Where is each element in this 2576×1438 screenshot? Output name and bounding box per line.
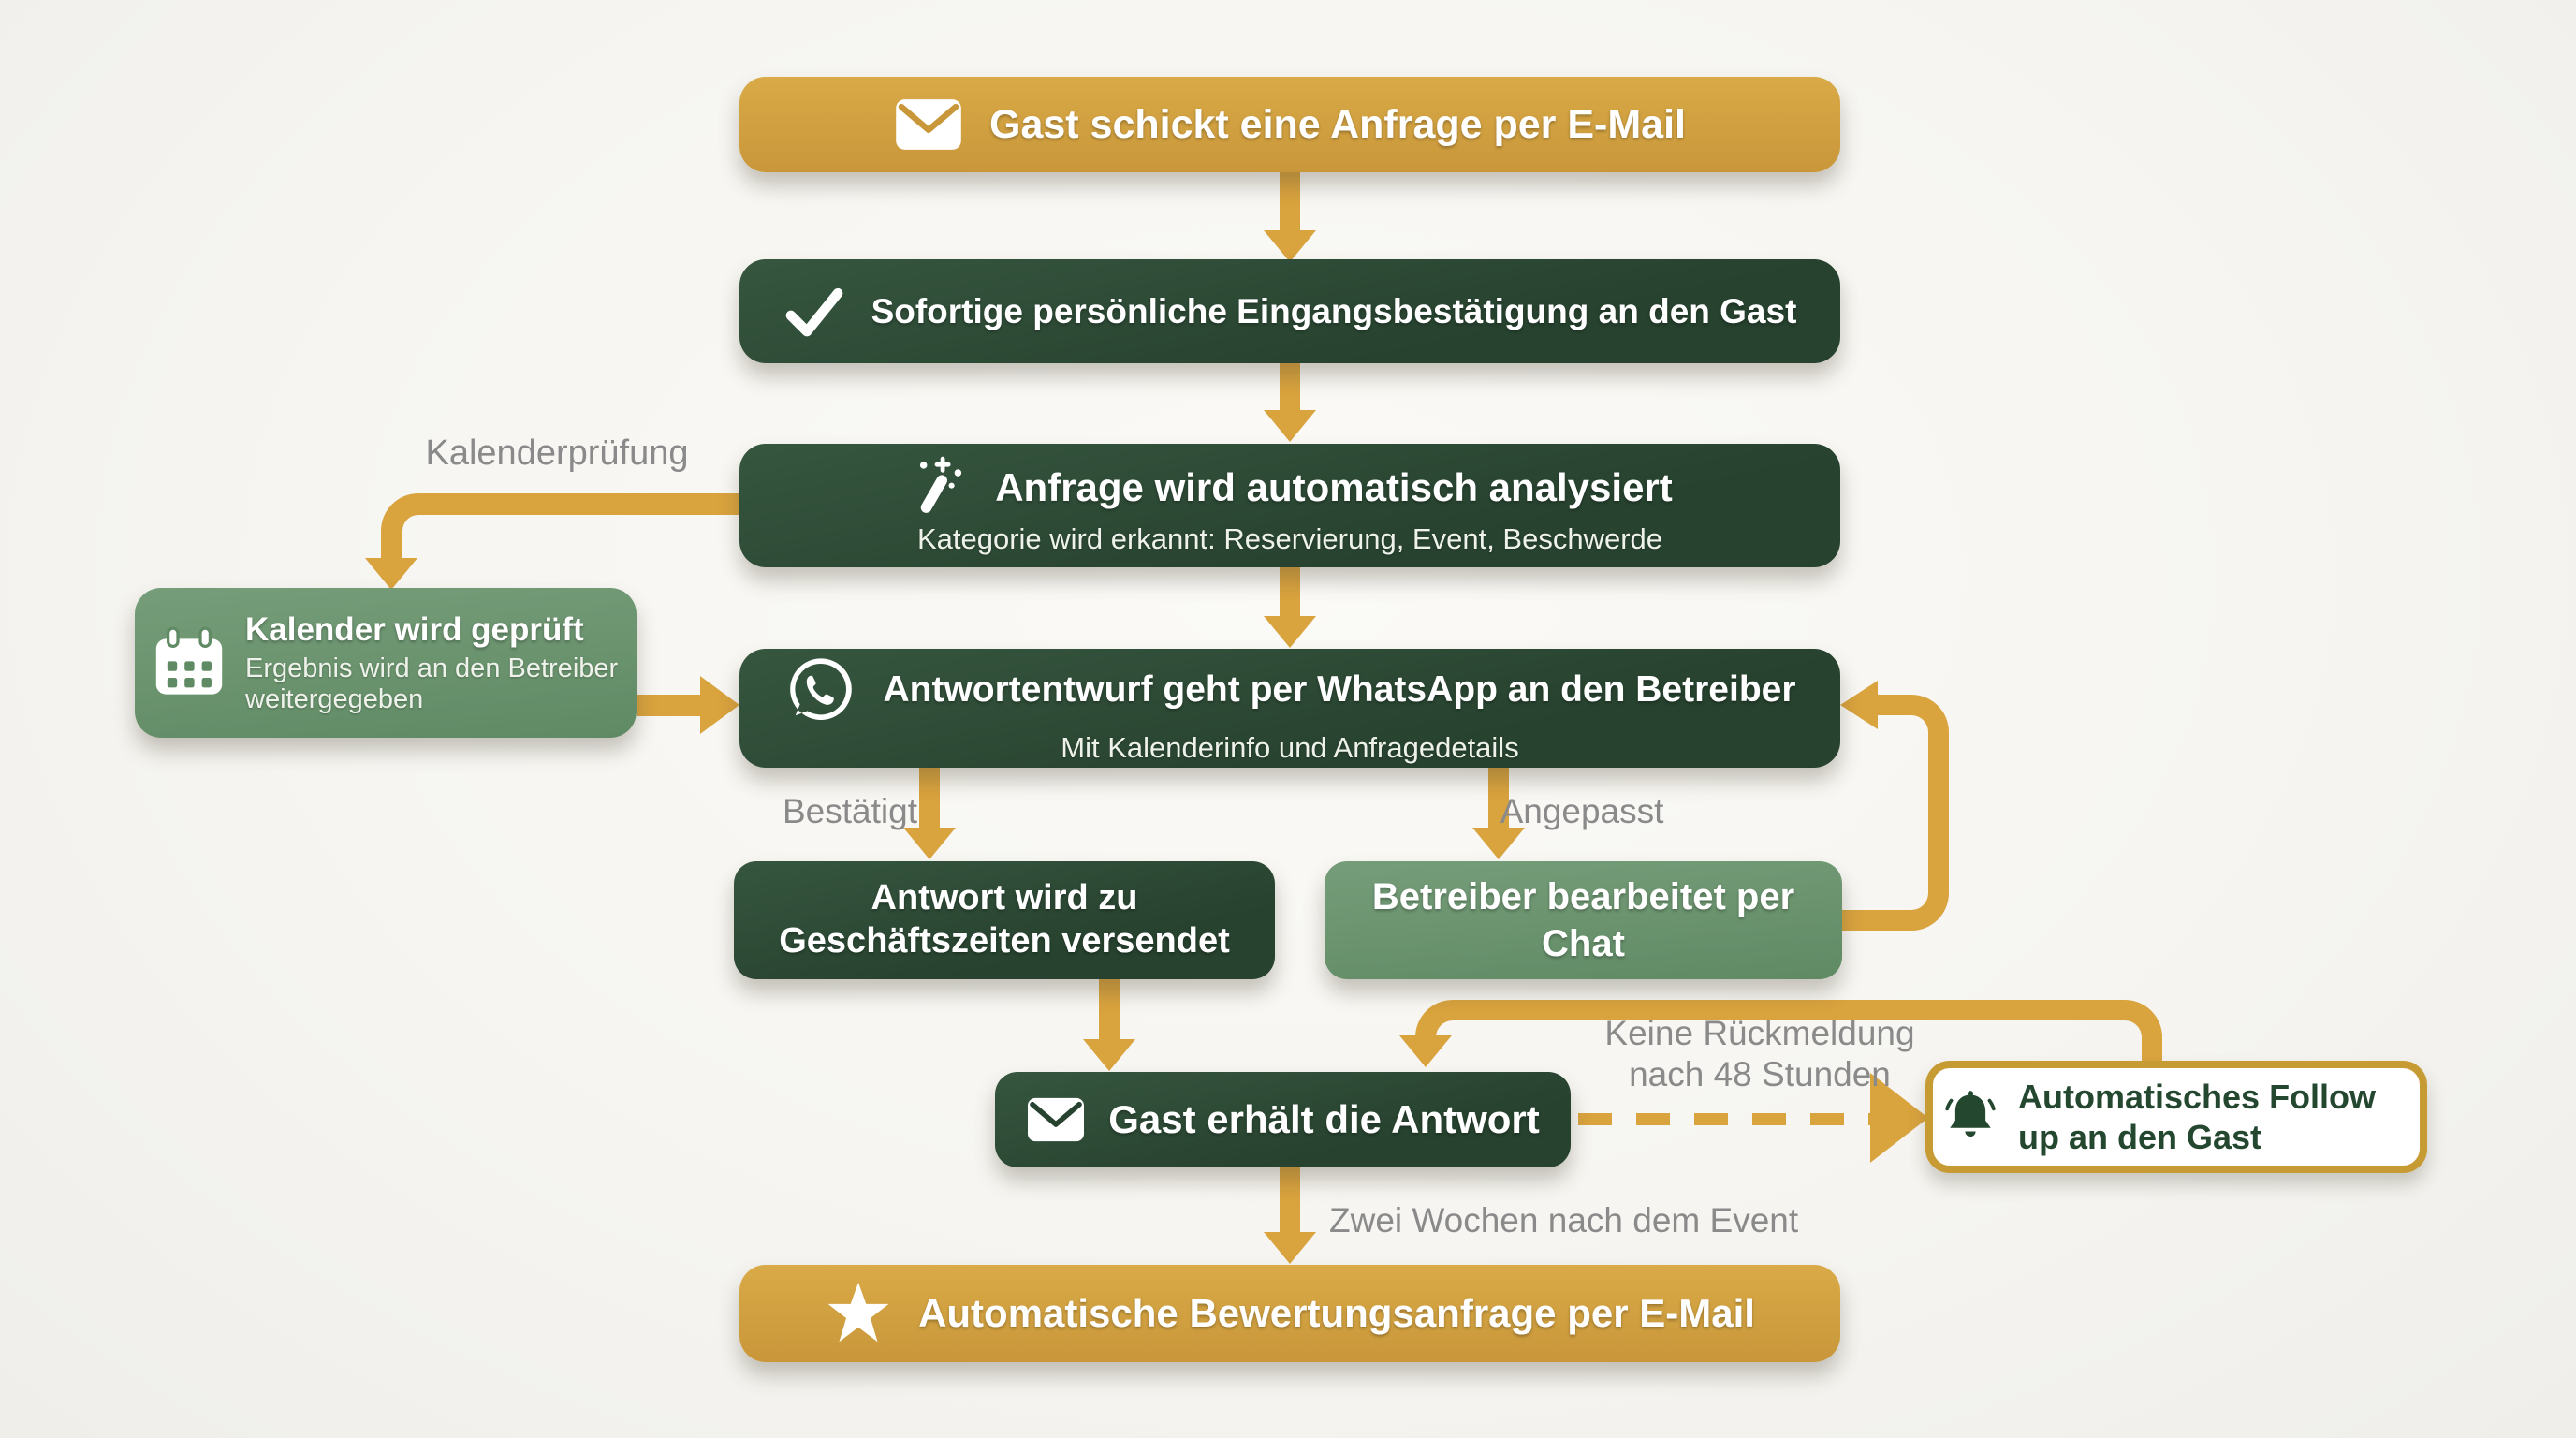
bell-icon [1941,1088,1999,1146]
arrowhead-left-icon [1840,681,1878,729]
connector-guest-to-followup-dashed [1578,1113,1881,1125]
magic-wand-icon [907,455,971,519]
connector-operatorchat-loop [1863,695,1949,931]
node-subtitle: Mit Kalenderinfo und Anfragedetails [1061,730,1519,764]
arrowhead-down-icon [1472,828,1525,859]
edge-label-keine-rueckmeldung: Keine Rückmeldung nach 48 Stunden [1604,1014,1915,1093]
envelope-icon [1026,1096,1086,1143]
arrowhead-down-icon [1083,1039,1135,1071]
arrowhead-right-icon [700,676,739,734]
node-operator-chat [1325,861,1842,979]
node-subtitle: Ergebnis wird an den Betreiber weitergegeben [245,653,619,714]
node-subtitle: Kategorie wird erkannt: Reservierung, Event, Beschwerde [916,522,1663,556]
node-title: Betreiber bearbeitet per Chat [1371,876,1795,964]
arrowhead-down-icon [1264,616,1316,648]
edge-label-kalenderpruefung: Kalenderprüfung [425,433,689,473]
node-follow-up [1925,1061,2427,1173]
connector-businesshours-to-guest [1099,979,1120,1041]
connector-email-to-confirmation [1280,172,1300,232]
connector-analysis-to-calendar [381,493,739,564]
node-business-hours-send [734,861,1275,979]
node-analysis [739,444,1840,567]
connector-calendar-to-whatsapp [637,695,704,716]
node-email-inquiry [739,77,1840,172]
edge-label-angepasst: Angepasst [1500,792,1664,830]
node-title: Kalender wird geprüft [245,610,584,648]
connector-analysis-to-whatsapp [1280,567,1300,618]
node-title: Gast schickt eine Anfrage per E-Mail [989,101,1686,147]
node-confirmation [739,259,1840,363]
node-title: Automatisches Follow up an den Gast [2018,1077,2377,1156]
arrowhead-down-icon [1264,1232,1316,1264]
connector-guest-to-review [1280,1167,1300,1234]
check-icon [783,281,845,343]
star-icon [825,1280,892,1347]
node-title: Gast erhält die Antwort [1108,1097,1540,1142]
edge-label-zwei-wochen: Zwei Wochen nach dem Event [1329,1201,1799,1240]
node-title: Sofortige persönliche Eingangsbestätigung an den Gast [871,291,1797,330]
connector-operatorchat-loop-stub [1838,910,1866,931]
connector-followup-stub [2142,1034,2162,1063]
arrowhead-down-icon [365,558,417,590]
connector-confirmation-to-analysis [1280,363,1300,412]
edge-label-bestaetigt: Bestätigt [783,792,917,830]
node-guest-receives [995,1072,1571,1167]
node-review-request [739,1265,1840,1362]
node-title: Anfrage wird automatisch analysiert [995,464,1673,509]
node-title: Antwort wird zu Geschäftszeiten versendet [779,878,1230,961]
whatsapp-icon [783,653,858,727]
envelope-icon [894,97,963,152]
arrowhead-down-icon [1264,410,1316,442]
arrowhead-down-icon [1264,230,1316,262]
calendar-icon [152,625,227,700]
node-title: Automatische Bewertungsanfrage per E-Mail [918,1291,1755,1336]
node-title: Antwortentwurf geht per WhatsApp an den Betreiber [883,668,1796,710]
arrowhead-down-icon [1399,1035,1452,1067]
arrowhead-down-icon [903,828,956,859]
node-calendar-check [135,588,637,738]
node-whatsapp-draft [739,649,1840,768]
